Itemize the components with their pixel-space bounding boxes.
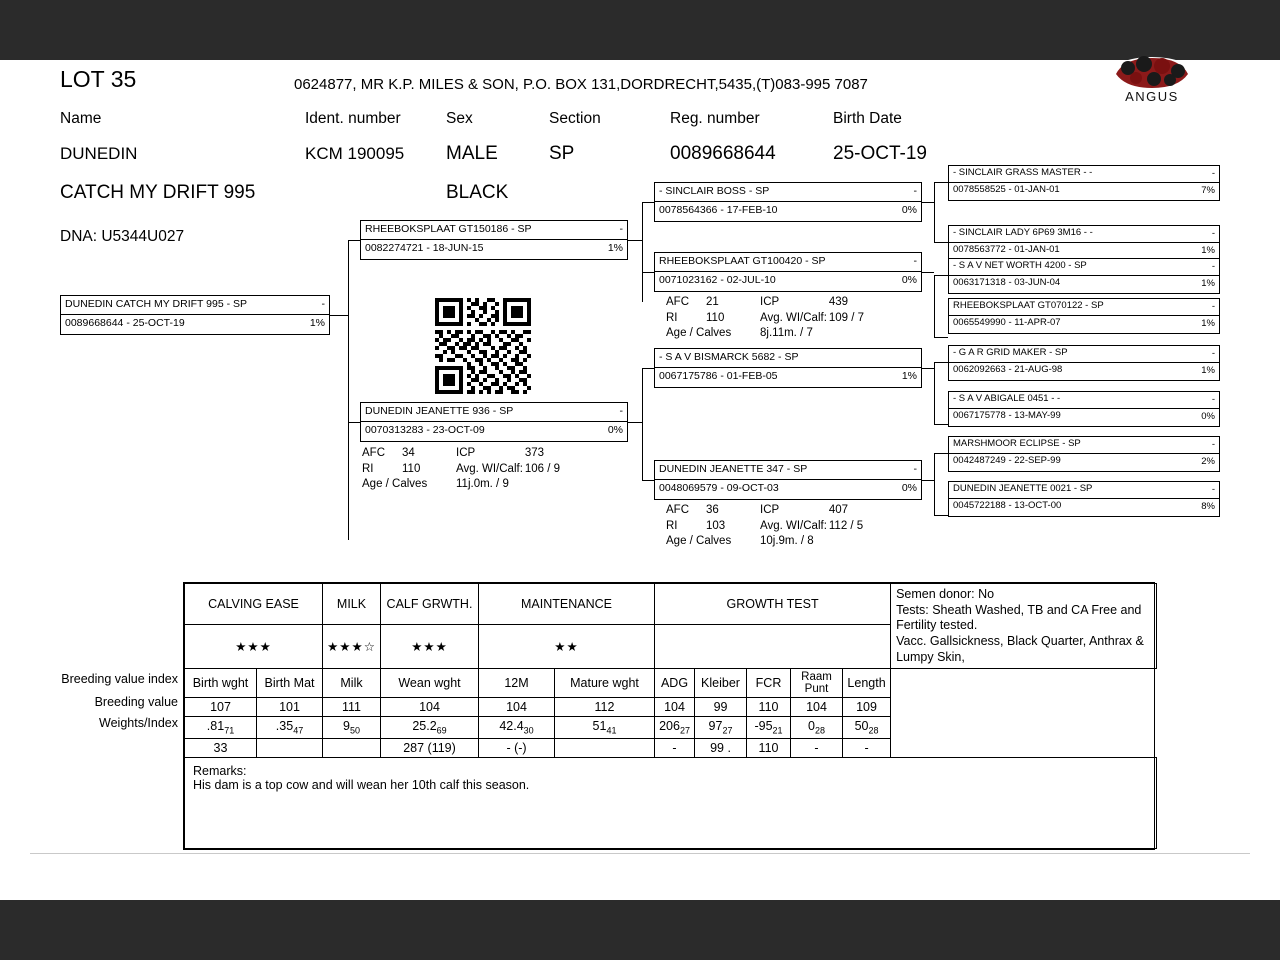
dd-age-label: Age / Calves <box>666 535 732 548</box>
connector <box>330 315 348 316</box>
col-raam-punt <box>791 669 843 698</box>
table-column-header-row <box>185 669 1157 698</box>
bv-wean-wght: $25.2_{69}$ <box>381 717 479 739</box>
wi-kleiber: 99 . <box>695 738 747 757</box>
connector <box>934 453 948 454</box>
owner-contact-line: 0624877, MR K.P. MILES & SON, P.O. BOX 131,DORDRECHT,5435,(T)083-995 7087 <box>294 76 868 93</box>
value-section: SP <box>549 143 575 164</box>
gg3-name: - S A V NET WORTH 4200 - SP <box>953 260 1087 271</box>
pedigree-box-gg6 <box>948 391 1220 427</box>
gg7-name: MARSHMOOR ECLIPSE - SP <box>953 438 1081 449</box>
connector <box>642 202 643 302</box>
stars-milk: ★★★☆ <box>323 625 381 669</box>
bottom-letterbox-band <box>0 900 1280 960</box>
connector <box>642 368 654 369</box>
tests-text: Tests: Sheath Washed, TB and CA Free and Fertility tested. <box>896 602 1142 633</box>
bvi-raam-punt: 104 <box>791 698 843 717</box>
gg1-id: 0078558525 - 01-JAN-01 <box>953 184 1060 195</box>
pedigree-animal-pct-top: - <box>321 298 325 310</box>
pedigree-box-animal <box>60 295 330 335</box>
bv-birth-mat: $.35_{47}$ <box>257 717 323 739</box>
gg7-pct-bot: 2% <box>1201 456 1215 467</box>
sd-ri-value: 110 <box>706 311 725 324</box>
dam-icp-label: ICP <box>456 447 476 459</box>
dam-stats-block <box>362 446 562 493</box>
wi-mature-wght <box>555 738 655 757</box>
pedigree-sire-sire-id: 0078564366 - 17-FEB-10 <box>659 204 778 216</box>
dd-afc-value: 36 <box>706 504 719 516</box>
bvi-birth-wght: 107 <box>185 698 257 717</box>
wi-12m: - (-) <box>479 738 555 757</box>
connector <box>628 422 642 423</box>
gg5-pct-top: - <box>1211 348 1215 359</box>
connector <box>922 272 934 273</box>
col-birth-wght: Birth wght <box>185 669 257 698</box>
wi-adg: - <box>655 738 695 757</box>
connector <box>934 515 948 516</box>
pedigree-box-sire <box>360 220 628 260</box>
connector <box>934 182 935 242</box>
pedigree-sire-name: RHEEBOKSPLAAT GT150186 - SP <box>365 223 532 235</box>
table-group-header-row <box>185 584 1157 625</box>
pedigree-sire-id: 0082274721 - 18-JUN-15 <box>365 242 484 254</box>
bv-adg: $206_{27}$ <box>655 717 695 739</box>
bvi-fcr: 110 <box>747 698 791 717</box>
pedigree-animal-pct-bot: 1% <box>309 317 325 329</box>
dd-wi-label: Avg. WI/Calf: <box>760 519 827 532</box>
sd-afc-label: AFC <box>666 296 689 308</box>
row-weights-index <box>185 738 1157 757</box>
connector <box>934 275 948 276</box>
connector <box>934 362 935 424</box>
label-birth: Birth Date <box>833 110 902 127</box>
wi-raam-punt: - <box>791 738 843 757</box>
connector <box>934 337 948 338</box>
value-reg: 0089668644 <box>670 143 776 164</box>
pedigree-box-gg2 <box>948 225 1220 261</box>
wi-birth-mat <box>257 738 323 757</box>
col-kleiber: Kleiber <box>695 669 747 698</box>
pedigree-sire-pct-top: - <box>619 223 623 235</box>
pedigree-sire-dam-name: RHEEBOKSPLAAT GT100420 - SP <box>659 255 826 267</box>
pedigree-sire-dam-id: 0071023162 - 02-JUL-10 <box>659 274 776 286</box>
pedigree-box-dam <box>360 402 628 442</box>
label-sex: Sex <box>446 110 473 127</box>
wi-milk <box>323 738 381 757</box>
row-remarks <box>185 757 1157 848</box>
value-dna: DNA: U5344U027 <box>60 228 185 245</box>
row-label-breeding-value-index: Breeding value index <box>61 672 178 686</box>
sd-age-label: Age / Calves <box>666 327 732 340</box>
dd-ri-label: RI <box>666 519 678 532</box>
gg5-name: - G A R GRID MAKER - SP <box>953 347 1068 358</box>
pedigree-box-gg4 <box>948 298 1220 334</box>
stars-maintenance: ★★ <box>479 625 655 669</box>
bv-birth-wght: $.81_{71}$ <box>185 717 257 739</box>
sd-icp-value: 439 <box>828 296 849 308</box>
sire-dam-stats-block <box>666 295 866 342</box>
gg3-pct-bot: 1% <box>1201 278 1215 289</box>
pedigree-dam-pct-top: - <box>619 405 623 417</box>
dam-afc-value: 34 <box>402 447 415 459</box>
wi-length: - <box>843 738 891 757</box>
connector <box>934 362 948 363</box>
wi-wean-wght: 287 (119) <box>381 738 479 757</box>
bv-fcr: $-95_{21}$ <box>747 717 791 739</box>
sd-age-value: 8j.11m. / 7 <box>760 327 813 340</box>
gg5-id: 0062092663 - 21-AUG-98 <box>953 364 1063 375</box>
pedigree-box-gg1 <box>948 165 1220 201</box>
dd-afc-label: AFC <box>666 504 689 516</box>
dam-age-value: 11j.0m. / 9 <box>456 478 509 491</box>
value-name-second-line: CATCH MY DRIFT 995 <box>60 182 256 203</box>
pedigree-dam-sire-name: - S A V BISMARCK 5682 - SP <box>659 351 799 363</box>
pedigree-dam-dam-pct-bot: 0% <box>901 482 917 494</box>
bv-12m: $42.4_{30}$ <box>479 717 555 739</box>
group-maintenance: MAINTENANCE <box>479 584 655 625</box>
pedigree-dam-sire-id: 0067175786 - 01-FEB-05 <box>659 370 778 382</box>
col-raam-line1: Raam <box>801 671 832 684</box>
svg-text:ANGUS: ANGUS <box>1125 89 1179 104</box>
angus-logo <box>1098 54 1206 112</box>
remarks-text: His dam is a top cow and will wean her 10th calf this season. <box>193 777 530 792</box>
row-label-breeding-value: Breeding value <box>94 695 178 709</box>
gg1-name: - SINCLAIR GRASS MASTER - - <box>953 167 1093 178</box>
gg8-name: DUNEDIN JEANETTE 0021 - SP <box>953 483 1093 494</box>
wi-birth-wght: 33 <box>185 738 257 757</box>
pedigree-sire-pct-bot: 1% <box>607 242 623 254</box>
stars-calving-ease: ★★★ <box>185 625 323 669</box>
connector <box>934 453 935 515</box>
sd-wi-label: Avg. WI/Calf: <box>760 311 827 324</box>
group-growth-test: GROWTH TEST <box>655 584 891 625</box>
bvi-wean-wght: 104 <box>381 698 479 717</box>
bvi-milk: 111 <box>323 698 381 717</box>
bv-kleiber: $97_{27}$ <box>695 717 747 739</box>
gg1-pct-top: - <box>1211 168 1215 179</box>
gg2-name: - SINCLAIR LADY 6P69 3M16 - - <box>953 227 1093 238</box>
col-birth-mat: Birth Mat <box>257 669 323 698</box>
group-calving-ease: CALVING EASE <box>185 584 323 625</box>
gg8-pct-bot: 8% <box>1201 501 1215 512</box>
dam-icp-value: 373 <box>524 447 545 459</box>
pedigree-dam-dam-name: DUNEDIN JEANETTE 347 - SP <box>659 463 808 475</box>
gg3-id: 0063171318 - 03-JUN-04 <box>953 277 1061 288</box>
pedigree-box-gg8 <box>948 481 1220 517</box>
bv-raam-punt: $0_{28}$ <box>791 717 843 739</box>
pedigree-dam-sire-pct-bot: 1% <box>901 370 917 382</box>
gg2-pct-bot: 1% <box>1201 245 1215 256</box>
connector <box>348 422 360 423</box>
sd-ri-label: RI <box>666 311 678 324</box>
connector <box>642 480 654 481</box>
col-adg: ADG <box>655 669 695 698</box>
wi-fcr: 110 <box>747 738 791 757</box>
connector <box>934 182 948 183</box>
dam-wi-label: Avg. WI/Calf: <box>456 462 523 475</box>
col-length: Length <box>843 669 891 698</box>
gg6-name: - S A V ABIGALE 0451 - - <box>953 393 1061 404</box>
label-name: Name <box>60 110 102 127</box>
pedigree-box-sire-sire <box>654 182 922 222</box>
lot-title: LOT 35 <box>60 66 137 92</box>
gg4-pct-bot: 1% <box>1201 318 1215 329</box>
group-milk: MILK <box>323 584 381 625</box>
dam-ri-label: RI <box>362 462 374 475</box>
gg2-id: 0078563772 - 01-JAN-01 <box>953 244 1060 255</box>
footer-divider <box>30 853 1250 854</box>
value-sex: MALE <box>446 143 498 164</box>
dd-wi-value: 112 / 5 <box>828 519 864 532</box>
pedigree-box-dam-sire <box>654 348 922 388</box>
sd-wi-value: 109 / 7 <box>828 311 865 324</box>
pedigree-sire-sire-pct-top: - <box>913 185 917 197</box>
bv-length: $50_{28}$ <box>843 717 891 739</box>
gg4-pct-top: - <box>1211 301 1215 312</box>
connector <box>642 202 654 203</box>
connector <box>642 272 654 273</box>
col-fcr: FCR <box>747 669 791 698</box>
pedigree-sire-sire-name: - SINCLAIR BOSS - SP <box>659 185 770 197</box>
connector <box>642 368 643 480</box>
growth-test-spacer <box>655 625 891 669</box>
bvi-birth-mat: 101 <box>257 698 323 717</box>
pedigree-dam-name: DUNEDIN JEANETTE 936 - SP <box>365 405 514 417</box>
pedigree-sire-dam-pct-bot: 0% <box>901 274 917 286</box>
remarks-cell <box>185 757 1157 848</box>
dam-ri-value: 110 <box>402 462 421 475</box>
pedigree-dam-pct-bot: 0% <box>607 424 623 436</box>
connector <box>934 242 948 243</box>
remarks-title: Remarks: <box>193 763 247 778</box>
top-letterbox-band <box>0 0 1280 60</box>
group-calf-growth: CALF GRWTH. <box>381 584 479 625</box>
pedigree-dam-id: 0070313283 - 23-OCT-09 <box>365 424 485 436</box>
pedigree-box-dam-dam <box>654 460 922 500</box>
vaccination-text: Vacc. Gallsickness, Black Quarter, Anthrax & Lumpy Skin, <box>896 633 1144 664</box>
performance-table <box>183 582 1155 850</box>
dam-age-label: Age / Calves <box>362 478 428 491</box>
semen-donor-text: Semen donor: No <box>896 587 995 601</box>
bvi-length: 109 <box>843 698 891 717</box>
gg7-id: 0042487249 - 22-SEP-99 <box>953 455 1061 466</box>
gg8-id: 0045722188 - 13-OCT-00 <box>953 500 1062 511</box>
pedigree-sire-sire-pct-bot: 0% <box>901 204 917 216</box>
col-mature-wght: Mature wght <box>555 669 655 698</box>
sd-icp-label: ICP <box>760 296 780 308</box>
bvi-adg: 104 <box>655 698 695 717</box>
gg2-pct-top: - <box>1211 228 1215 239</box>
qr-code <box>435 298 531 394</box>
side-info-cell <box>891 584 1157 669</box>
connector <box>922 368 934 369</box>
pedigree-box-gg5 <box>948 345 1220 381</box>
pedigree-dam-dam-pct-top: - <box>913 463 917 475</box>
dd-ri-value: 103 <box>706 519 726 532</box>
col-wean-wght: Wean wght <box>381 669 479 698</box>
value-birth: 25-OCT-19 <box>833 143 927 164</box>
col-raam-line2: Punt <box>804 683 829 696</box>
pedigree-animal-name: DUNEDIN CATCH MY DRIFT 995 - SP <box>65 298 248 310</box>
bvi-mature-wght: 112 <box>555 698 655 717</box>
gg8-pct-top: - <box>1211 484 1215 495</box>
row-label-weights-index: Weights/Index <box>99 716 178 730</box>
dd-age-value: 10j.9m. / 8 <box>760 535 814 548</box>
pedigree-box-gg3 <box>948 258 1220 294</box>
dd-icp-value: 407 <box>828 504 849 516</box>
connector <box>628 240 642 241</box>
connector <box>922 202 934 203</box>
pedigree-dam-dam-id: 0048069579 - 09-OCT-03 <box>659 482 779 494</box>
label-section: Section <box>549 110 601 127</box>
stars-calf-growth: ★★★ <box>381 625 479 669</box>
pedigree-sire-dam-pct-top: - <box>913 255 917 267</box>
bvi-12m: 104 <box>479 698 555 717</box>
dam-afc-label: AFC <box>362 447 385 459</box>
catalogue-page <box>0 60 1280 900</box>
sd-afc-value: 21 <box>706 296 719 308</box>
col-12m: 12M <box>479 669 555 698</box>
gg6-pct-top: - <box>1211 394 1215 405</box>
connector <box>934 424 948 425</box>
gg5-pct-bot: 1% <box>1201 365 1215 376</box>
gg4-id: 0065549990 - 11-APR-07 <box>953 317 1061 328</box>
bvi-kleiber: 99 <box>695 698 747 717</box>
col-milk: Milk <box>323 669 381 698</box>
dam-wi-value: 106 / 9 <box>524 462 561 475</box>
connector <box>348 240 349 540</box>
dd-icp-label: ICP <box>760 504 780 516</box>
bv-mature-wght: $51_{41}$ <box>555 717 655 739</box>
gg6-pct-bot: 0% <box>1201 411 1215 422</box>
connector <box>922 480 934 481</box>
row-breeding-value-index <box>185 698 1157 717</box>
bv-milk: $9_{50}$ <box>323 717 381 739</box>
connector <box>348 240 360 241</box>
value-name: DUNEDIN <box>60 144 138 163</box>
pedigree-box-gg7 <box>948 436 1220 472</box>
gg1-pct-bot: 7% <box>1201 185 1215 196</box>
value-ident: KCM 190095 <box>305 144 405 163</box>
gg6-id: 0067175778 - 13-MAY-99 <box>953 410 1061 421</box>
label-ident: Ident. number <box>305 110 401 127</box>
gg7-pct-top: - <box>1211 439 1215 450</box>
value-colour: BLACK <box>446 182 509 203</box>
dam-dam-stats-block <box>666 503 865 550</box>
label-reg: Reg. number <box>670 110 760 127</box>
pedigree-box-sire-dam <box>654 252 922 292</box>
connector <box>934 275 935 337</box>
gg4-name: RHEEBOKSPLAAT GT070122 - SP <box>953 300 1104 311</box>
gg3-pct-top: - <box>1211 261 1215 272</box>
pedigree-animal-id: 0089668644 - 25-OCT-19 <box>65 317 185 329</box>
